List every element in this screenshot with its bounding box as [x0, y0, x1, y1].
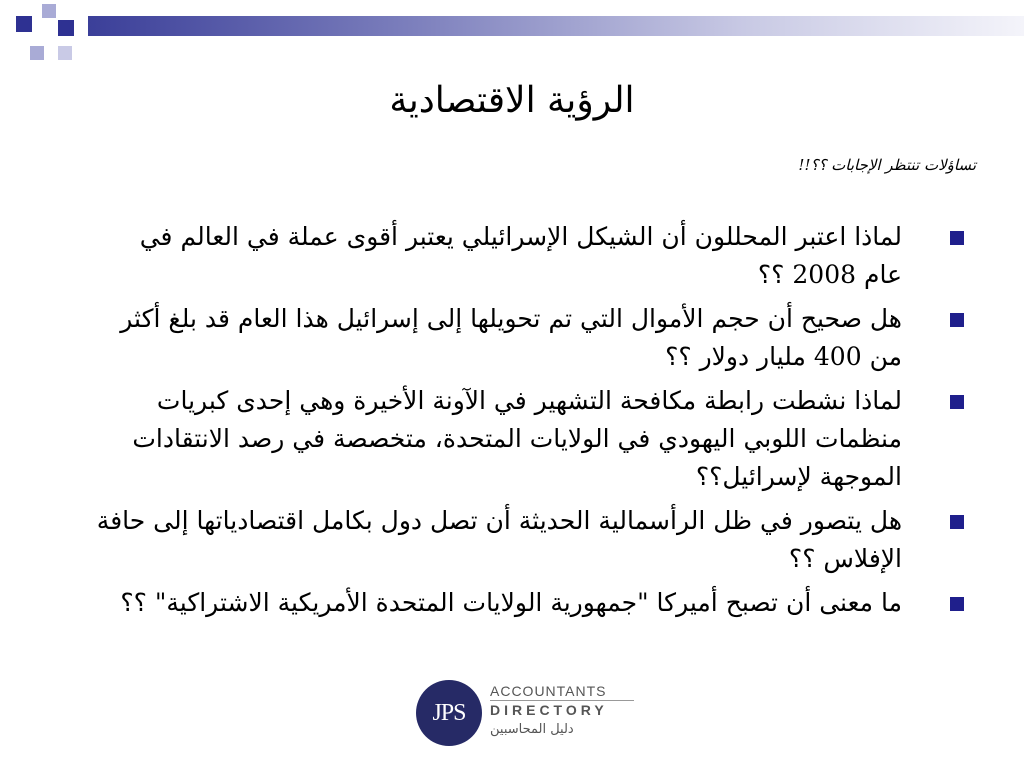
slide-title: الرؤية الاقتصادية — [389, 80, 635, 121]
bullet-text: هل يتصور في ظل الرأسمالية الحديثة أن تصل دول بكامل اقتصادياتها إلى حافة الإفلاس ؟؟ — [96, 506, 902, 573]
bullet-text: لماذا نشطت رابطة مكافحة التشهير في الآونة الأخيرة وهي إحدى كبريات منظمات اللوبي اليهودي في الولايات المتحدة، متخصصة في رصد الانتقادات الموجهة لإسرائيل؟؟ — [132, 386, 902, 491]
logo-line-directory: DIRECTORY — [490, 702, 608, 718]
bullet-item — [94, 584, 964, 622]
logo-line-arabic: دليل المحاسبين — [490, 722, 574, 737]
slide-subtitle: تساؤلات تنتظر الإجابات ؟؟!! — [798, 156, 976, 174]
decor-square — [16, 16, 32, 32]
logo-mark: JPS — [416, 680, 482, 746]
bullet-item — [94, 382, 964, 496]
square-bullet-icon — [950, 231, 964, 245]
bullet-item — [94, 218, 964, 294]
square-bullet-icon — [950, 515, 964, 529]
square-bullet-icon — [950, 313, 964, 327]
bullet-item — [94, 502, 964, 578]
bullet-text: هل صحيح أن حجم الأموال التي تم تحويلها إلى إسرائيل هذا العام قد بلغ أكثر من 400 مليار دولار ؟؟ — [120, 304, 902, 371]
bullet-text: ما معنى أن تصبح أميركا "جمهورية الولايات المتحدة الأمريكية الاشتراكية" ؟؟ — [120, 588, 902, 617]
square-bullet-icon — [950, 597, 964, 611]
bullet-text: لماذا اعتبر المحللون أن الشيكل الإسرائيلي يعتبر أقوى عملة في العالم في عام 2008 ؟؟ — [139, 222, 902, 289]
square-bullet-icon — [950, 395, 964, 409]
header-gradient-bar — [88, 16, 1024, 36]
logo-divider — [490, 700, 634, 701]
decor-square — [58, 20, 74, 36]
decor-square — [42, 4, 56, 18]
bullet-item — [94, 300, 964, 376]
logo-line-accountants: ACCOUNTANTS — [490, 683, 607, 699]
decor-square — [30, 46, 44, 60]
decor-square — [58, 46, 72, 60]
accountants-directory-logo — [416, 680, 636, 748]
bullet-list — [94, 218, 964, 628]
